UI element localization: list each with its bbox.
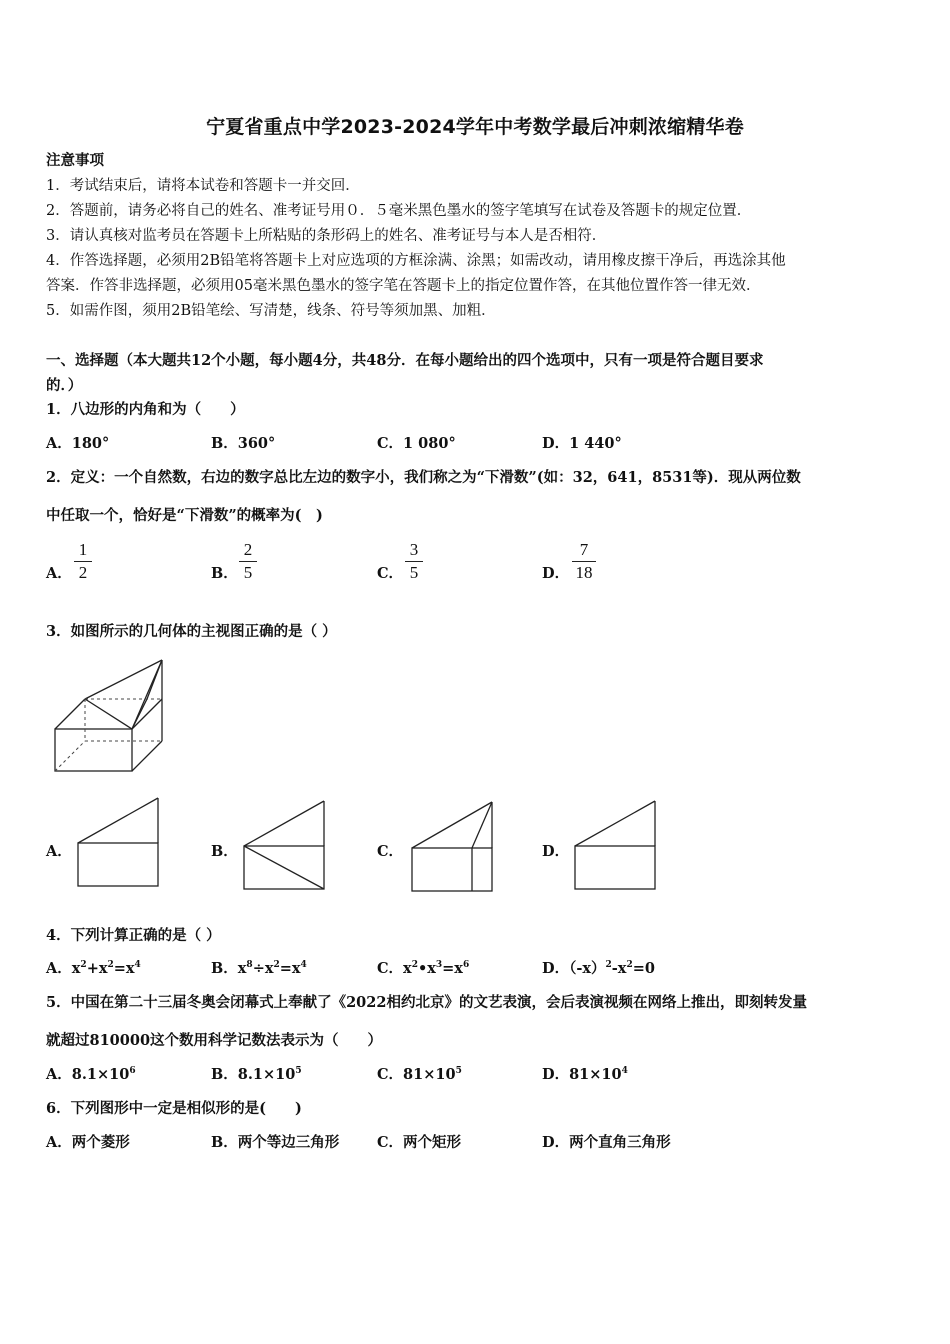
question-2-option-b-label: B．	[211, 565, 238, 582]
question-5-stem-cont: 就超过810000这个数用科学记数法表示为（ ）	[46, 1032, 383, 1049]
fraction-numerator: 3	[409, 540, 419, 559]
exponent: 2	[411, 960, 418, 971]
question-6-stem: 6．下列图形中一定是相似形的是( )	[46, 1100, 302, 1117]
question-4-stem: 4．下列计算正确的是（ ）	[46, 927, 221, 944]
option-label: B．	[211, 1066, 238, 1083]
notice-item: 5．如需作图，须用2B铅笔绘、写清楚，线条、符号等须加黑、加粗．	[46, 303, 496, 319]
exponent: 3	[435, 960, 443, 971]
question-2-option-a-label: A．	[46, 565, 72, 582]
question-5-option-b	[211, 1065, 302, 1085]
exponent: 5	[455, 1066, 462, 1077]
option-label: A．	[46, 1066, 72, 1083]
term: x	[71, 960, 81, 977]
question-3-option-d-label: D．	[542, 843, 570, 860]
question-4-option-c	[377, 959, 469, 979]
notice-item: 3．请认真核对监考员在答题卡上所粘贴的条形码上的姓名、准考证号与本人是否相符．	[46, 228, 607, 244]
term: x	[237, 960, 247, 977]
question-6-option-b: B．两个等边三角形	[211, 1134, 340, 1151]
question-2-stem-cont: 中任取一个，恰好是“下滑数”的概率为( )	[46, 507, 323, 524]
question-2-option-d-label: D．	[542, 565, 570, 582]
question-3-option-a-label: A．	[46, 843, 72, 860]
exponent: 5	[295, 1066, 302, 1077]
question-1-option-d: D．1 440°	[542, 435, 622, 452]
question-2-option-c-label: C．	[377, 565, 404, 582]
notice-item: 1．考试结束后，请将本试卷和答题卡一并交回．	[46, 178, 360, 194]
fraction-denominator: 2	[78, 563, 88, 582]
section-heading: 一、选择题（本大题共12个小题，每小题4分，共48分．在每小题给出的四个选项中，只有一项是符合题目要求	[46, 352, 764, 369]
question-5-option-d	[542, 1065, 628, 1085]
question-4-option-d	[542, 959, 655, 979]
exponent: 4	[621, 1066, 628, 1077]
option-label: D．	[542, 1066, 570, 1083]
exponent: 2	[626, 960, 633, 971]
option-label: B．	[211, 960, 238, 977]
exponent: 2	[80, 960, 87, 971]
result: =0	[632, 960, 655, 977]
fraction-numerator: 1	[78, 540, 88, 559]
operator-term: ÷x	[252, 960, 274, 977]
page-title: 宁夏省重点中学2023-2024学年中考数学最后冲刺浓缩精华卷	[206, 116, 744, 138]
notice-heading: 注意事项	[46, 152, 104, 169]
result: =x	[113, 960, 135, 977]
notice-item: 4．作答选择题，必须用2B铅笔将答题卡上对应选项的方框涂满、涂黑；如需改动，请用橡皮擦干净后，再选涂其他	[46, 253, 786, 269]
result: =x	[442, 960, 463, 977]
base: 8.1×10	[71, 1066, 130, 1083]
option-label: A．	[46, 960, 72, 977]
exponent: 2	[107, 960, 114, 971]
result: =x	[279, 960, 301, 977]
fraction-denominator: 18	[575, 563, 593, 582]
notice-item: 2．答题前，请务必将自己的姓名、准考证号用０．５毫米黑色墨水的签字笔填写在试卷及答题卡的规定位置．	[46, 203, 752, 219]
operator-term: •x	[417, 960, 436, 977]
option-label: D．	[542, 960, 570, 977]
question-6-option-d: D．两个直角三角形	[542, 1134, 671, 1151]
fraction-numerator: 7	[579, 540, 589, 559]
question-4-option-b	[211, 959, 307, 979]
question-3-option-b-label: B．	[211, 843, 238, 860]
notice-item: 答案．作答非选择题，必须用05毫米黑色墨水的签字笔在答题卡上的指定位置作答，在其他位置作答一律无效．	[46, 278, 761, 294]
question-4-option-a	[46, 959, 141, 979]
question-5-option-c	[377, 1065, 462, 1085]
base: 81×10	[403, 1066, 456, 1083]
exponent: 6	[129, 1066, 136, 1077]
operator-term: +x	[86, 960, 108, 977]
question-5-stem: 5．中国在第二十三届冬奥会闭幕式上奉献了《2022相约北京》的文艺表演，会后表演视频在网络上推出，即刻转发量	[46, 994, 807, 1011]
question-1-option-c: C．1 080°	[377, 435, 456, 452]
question-3-stem: 3．如图所示的几何体的主视图正确的是（ ）	[46, 623, 337, 640]
exponent: 4	[300, 960, 307, 971]
exponent: 8	[246, 960, 253, 971]
exponent: 2	[605, 960, 612, 971]
base: 81×10	[569, 1066, 622, 1083]
question-2-stem: 2．定义：一个自然数，右边的数字总比左边的数字小，我们称之为“下滑数”(如：32，641，8531等)．现从两位数	[46, 469, 801, 486]
exponent: 4	[134, 960, 141, 971]
term: x	[403, 960, 412, 977]
question-6-option-a: A．两个菱形	[46, 1134, 130, 1151]
term: （-x）	[569, 960, 606, 977]
section-heading-cont: 的．）	[46, 377, 83, 394]
exponent: 2	[273, 960, 280, 971]
question-1-stem: 1．八边形的内角和为（ ）	[46, 401, 245, 418]
operator-term: -x	[611, 960, 627, 977]
exponent: 6	[462, 960, 470, 971]
question-6-option-c: C．两个矩形	[377, 1134, 462, 1151]
fraction-denominator: 5	[409, 563, 419, 582]
option-label: C．	[377, 960, 404, 977]
question-1-option-a: A．180°	[46, 435, 110, 452]
question-5-option-a	[46, 1065, 136, 1085]
question-3-option-c-label: C．	[377, 843, 404, 860]
question-1-option-b: B．360°	[211, 435, 276, 452]
base: 8.1×10	[237, 1066, 296, 1083]
option-label: C．	[377, 1066, 404, 1083]
fraction-numerator: 2	[243, 540, 253, 559]
fraction-denominator: 5	[243, 563, 253, 582]
